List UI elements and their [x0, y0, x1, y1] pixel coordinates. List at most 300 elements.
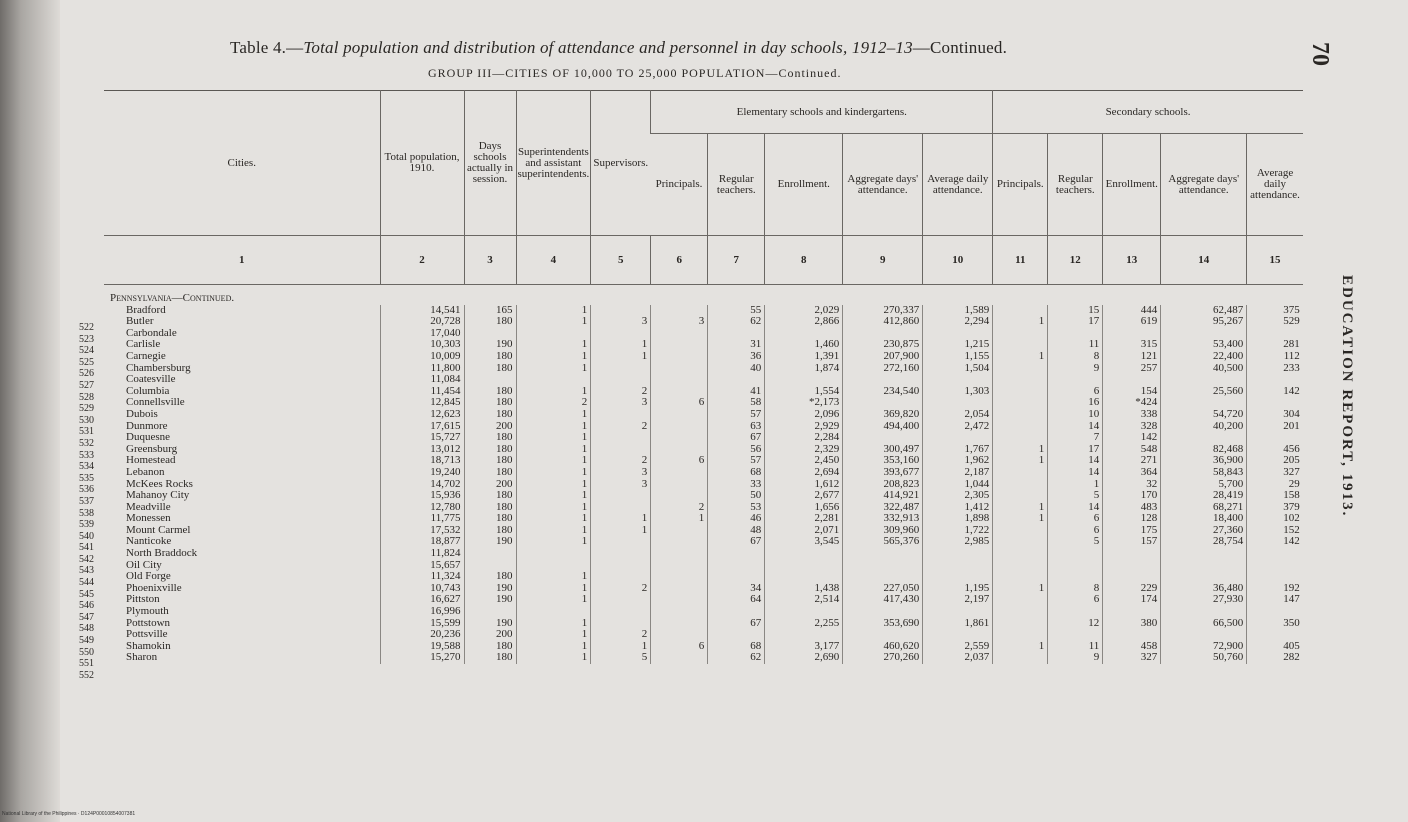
city-name: Pittston [126, 594, 160, 606]
table-row [104, 374, 1303, 386]
row-number: 528 [79, 391, 94, 403]
data-cell: 11,824 [380, 548, 464, 560]
section-heading: Pennsylvania—Continued. [110, 292, 235, 304]
data-cell: 1 [516, 618, 591, 630]
data-cell [1103, 571, 1161, 583]
data-cell [993, 339, 1048, 351]
table-row [104, 502, 1303, 514]
data-cell: 5 [1048, 536, 1103, 548]
data-cell [765, 571, 843, 583]
data-cell: 6 [651, 455, 708, 467]
data-cell: 50,760 [1161, 652, 1247, 664]
data-cell: 548 [1103, 444, 1161, 456]
column-number: 14 [1161, 236, 1247, 285]
data-cell [843, 548, 923, 560]
data-cell: 1 [591, 525, 651, 537]
data-cell: 2 [516, 397, 591, 409]
data-cell: 1 [516, 316, 591, 328]
city-name: Chambersburg [126, 362, 191, 374]
data-cell: 2,305 [923, 490, 993, 502]
city-name: Greensburg [126, 443, 178, 455]
data-cell: 205 [1247, 455, 1303, 467]
data-cell: 13,012 [380, 444, 464, 456]
data-cell: 1 [993, 455, 1048, 467]
data-cell [1247, 606, 1303, 618]
data-cell [591, 548, 651, 560]
data-cell: 229 [1103, 583, 1161, 595]
data-cell: 7 [1048, 432, 1103, 444]
data-cell [923, 606, 993, 618]
data-cell: 36 [708, 351, 765, 363]
data-cell: 227,050 [843, 583, 923, 595]
city-name: Carbondale [126, 327, 177, 339]
city-name: Shamokin [126, 640, 171, 652]
data-cell: 158 [1247, 490, 1303, 502]
data-cell: 62,487 [1161, 305, 1247, 317]
data-cell [1247, 548, 1303, 560]
data-cell: 1,460 [765, 339, 843, 351]
row-number: 527 [79, 379, 94, 391]
data-cell: 338 [1103, 409, 1161, 421]
data-cell: 1,874 [765, 363, 843, 375]
table-row [104, 386, 1303, 398]
data-cell [1161, 571, 1247, 583]
data-cell: 66,500 [1161, 618, 1247, 630]
data-cell: 58,843 [1161, 467, 1247, 479]
data-cell [651, 606, 708, 618]
data-cell [843, 374, 923, 386]
data-cell: 1 [516, 513, 591, 525]
header-supervisors: Supervisors. [591, 91, 651, 236]
data-cell [464, 328, 516, 340]
data-cell: 58 [708, 397, 765, 409]
data-cell: 190 [464, 618, 516, 630]
running-head: EDUCATION REPORT, 1913. [1339, 275, 1355, 518]
row-number: 535 [79, 472, 94, 484]
data-cell [1048, 328, 1103, 340]
data-cell [708, 374, 765, 386]
data-cell: 40,200 [1161, 421, 1247, 433]
table-row [104, 629, 1303, 641]
data-cell: 147 [1247, 594, 1303, 606]
data-cell [1103, 374, 1161, 386]
data-cell: 456 [1247, 444, 1303, 456]
data-cell: 2,281 [765, 513, 843, 525]
row-number: 533 [79, 449, 94, 461]
data-cell: 6 [1048, 513, 1103, 525]
data-cell: 14 [1048, 467, 1103, 479]
data-cell: 2,284 [765, 432, 843, 444]
data-cell: 16,627 [380, 594, 464, 606]
data-cell: 1 [516, 583, 591, 595]
city-name: Lebanon [126, 466, 165, 478]
data-cell [843, 560, 923, 572]
data-cell: 32 [1103, 479, 1161, 491]
data-cell: 6 [651, 641, 708, 653]
data-cell: 17,532 [380, 525, 464, 537]
data-cell: 1 [516, 641, 591, 653]
data-cell: 353,160 [843, 455, 923, 467]
column-number: 4 [516, 236, 591, 285]
data-cell: 1,155 [923, 351, 993, 363]
data-cell: 142 [1103, 432, 1161, 444]
row-number: 545 [79, 588, 94, 600]
data-cell [993, 548, 1048, 560]
data-cell: 27,930 [1161, 594, 1247, 606]
table-row [104, 363, 1303, 375]
data-cell: 3 [651, 316, 708, 328]
data-cell: 1 [516, 629, 591, 641]
data-cell: 1,722 [923, 525, 993, 537]
data-cell: 1 [591, 339, 651, 351]
data-cell: 1 [516, 305, 591, 317]
data-cell: 72,900 [1161, 641, 1247, 653]
data-cell: 190 [464, 583, 516, 595]
data-cell [923, 571, 993, 583]
table-row [104, 409, 1303, 421]
table-row [104, 432, 1303, 444]
data-cell: 14,702 [380, 479, 464, 491]
data-cell: 67 [708, 536, 765, 548]
data-cell [1103, 548, 1161, 560]
table-row [104, 652, 1303, 664]
city-name: Homestead [126, 455, 176, 467]
data-cell [1048, 374, 1103, 386]
row-number: 542 [79, 553, 94, 565]
data-cell: 1,612 [765, 479, 843, 491]
data-cell: 40,500 [1161, 363, 1247, 375]
city-name: Pottstown [126, 617, 171, 629]
city-name: Pottsville [126, 629, 168, 641]
data-cell: 180 [464, 386, 516, 398]
data-cell [651, 652, 708, 664]
data-cell: 2 [591, 386, 651, 398]
data-cell: 6 [1048, 525, 1103, 537]
data-cell: 8 [1048, 351, 1103, 363]
row-number: 550 [79, 646, 94, 658]
data-cell [651, 536, 708, 548]
data-cell [651, 490, 708, 502]
data-cell: 53 [708, 502, 765, 514]
data-cell: 1,589 [923, 305, 993, 317]
table-row [104, 397, 1303, 409]
data-cell [591, 374, 651, 386]
data-cell [651, 421, 708, 433]
data-cell: 1 [516, 444, 591, 456]
data-cell: 18,877 [380, 536, 464, 548]
data-cell: 12 [1048, 618, 1103, 630]
data-cell: 22,400 [1161, 351, 1247, 363]
data-cell: 19,240 [380, 467, 464, 479]
city-name: Dubois [126, 408, 158, 420]
data-cell: 207,900 [843, 351, 923, 363]
data-cell: 180 [464, 641, 516, 653]
data-cell: 31 [708, 339, 765, 351]
data-cell: 2,514 [765, 594, 843, 606]
data-cell: 27,360 [1161, 525, 1247, 537]
data-cell [923, 397, 993, 409]
data-cell: 1 [516, 594, 591, 606]
data-cell: 10,303 [380, 339, 464, 351]
data-cell: 1 [516, 386, 591, 398]
data-cell: 14 [1048, 455, 1103, 467]
data-cell [591, 560, 651, 572]
data-cell: 180 [464, 455, 516, 467]
data-cell: 619 [1103, 316, 1161, 328]
table-row [104, 594, 1303, 606]
data-cell: 315 [1103, 339, 1161, 351]
table-row [104, 583, 1303, 595]
data-cell: 1 [516, 467, 591, 479]
data-cell [993, 421, 1048, 433]
data-cell: 2,329 [765, 444, 843, 456]
data-cell: 1 [591, 351, 651, 363]
data-cell: 15,270 [380, 652, 464, 664]
data-cell: 1 [591, 513, 651, 525]
data-cell: 2 [591, 583, 651, 595]
data-cell: 369,820 [843, 409, 923, 421]
data-cell: 417,430 [843, 594, 923, 606]
data-cell [993, 409, 1048, 421]
data-cell: 393,677 [843, 467, 923, 479]
data-cell: 458 [1103, 641, 1161, 653]
table-row [104, 328, 1303, 340]
data-cell [1048, 629, 1103, 641]
data-cell [923, 374, 993, 386]
data-cell [993, 525, 1048, 537]
data-cell [923, 328, 993, 340]
data-cell: 1 [993, 444, 1048, 456]
data-cell: 200 [464, 479, 516, 491]
data-cell [993, 618, 1048, 630]
header-sec-teachers: Regular teachers. [1048, 134, 1103, 236]
data-cell [765, 560, 843, 572]
data-cell [1247, 374, 1303, 386]
data-cell: 112 [1247, 351, 1303, 363]
data-cell: 11,800 [380, 363, 464, 375]
data-cell: 190 [464, 594, 516, 606]
table-row [104, 548, 1303, 560]
data-cell: 309,960 [843, 525, 923, 537]
data-cell: 414,921 [843, 490, 923, 502]
data-cell: 15 [1048, 305, 1103, 317]
data-cell: 201 [1247, 421, 1303, 433]
data-cell [1247, 629, 1303, 641]
data-cell [651, 571, 708, 583]
data-cell [765, 629, 843, 641]
data-cell: 2,096 [765, 409, 843, 421]
data-cell [993, 652, 1048, 664]
data-cell: 57 [708, 455, 765, 467]
data-cell: 50 [708, 490, 765, 502]
data-cell [651, 386, 708, 398]
data-cell [765, 606, 843, 618]
data-cell: 14,541 [380, 305, 464, 317]
city-name: Sharon [126, 652, 158, 664]
data-cell [993, 479, 1048, 491]
data-cell [651, 560, 708, 572]
city-name: Carnegie [126, 350, 166, 362]
row-number: 549 [79, 635, 94, 647]
data-cell: 11 [1048, 339, 1103, 351]
data-cell: 1 [516, 571, 591, 583]
data-cell: 12,845 [380, 397, 464, 409]
column-number: 10 [923, 236, 993, 285]
data-cell: 14 [1048, 421, 1103, 433]
row-number: 547 [79, 611, 94, 623]
city-name: Columbia [126, 385, 170, 397]
data-cell: 190 [464, 536, 516, 548]
city-name: Mount Carmel [126, 524, 191, 536]
data-cell: 364 [1103, 467, 1161, 479]
header-sec-principals: Principals. [993, 134, 1048, 236]
data-cell [843, 432, 923, 444]
data-cell: 48 [708, 525, 765, 537]
column-number: 11 [993, 236, 1048, 285]
data-cell: 64 [708, 594, 765, 606]
data-cell: 3 [591, 397, 651, 409]
data-cell: 327 [1247, 467, 1303, 479]
data-cell [843, 606, 923, 618]
row-number: 526 [79, 368, 94, 380]
table-row [104, 351, 1303, 363]
data-cell: *2,173 [765, 397, 843, 409]
data-cell: 15,727 [380, 432, 464, 444]
header-elem-principals: Principals. [651, 134, 708, 236]
data-cell: 1 [516, 525, 591, 537]
table-row [104, 560, 1303, 572]
data-cell: 57 [708, 409, 765, 421]
table-row [104, 305, 1303, 317]
data-cell: 2,029 [765, 305, 843, 317]
data-cell: 11 [1048, 641, 1103, 653]
data-cell: 1 [1048, 479, 1103, 491]
city-name: Oil City [126, 559, 162, 571]
data-cell: *424 [1103, 397, 1161, 409]
data-cell: 180 [464, 652, 516, 664]
data-cell [651, 467, 708, 479]
table-row [104, 525, 1303, 537]
data-cell: 154 [1103, 386, 1161, 398]
data-cell: 33 [708, 479, 765, 491]
header-elementary-group: Elementary schools and kindergartens. [651, 91, 993, 134]
column-number: 6 [651, 236, 708, 285]
data-cell: 1,044 [923, 479, 993, 491]
table-row [104, 455, 1303, 467]
data-cell [993, 397, 1048, 409]
data-cell [1161, 432, 1247, 444]
data-cell: 1,391 [765, 351, 843, 363]
data-cell: 82,468 [1161, 444, 1247, 456]
data-cell: 332,913 [843, 513, 923, 525]
data-cell [651, 525, 708, 537]
data-cell [993, 363, 1048, 375]
data-cell: 1 [516, 339, 591, 351]
data-cell: 257 [1103, 363, 1161, 375]
data-cell: 1 [516, 479, 591, 491]
data-cell: 62 [708, 316, 765, 328]
data-cell [1048, 571, 1103, 583]
data-cell: 200 [464, 421, 516, 433]
data-cell: 2,450 [765, 455, 843, 467]
data-cell: 28,754 [1161, 536, 1247, 548]
data-cell [591, 536, 651, 548]
data-cell: 6 [1048, 594, 1103, 606]
data-cell: 15,657 [380, 560, 464, 572]
city-name: Bradford [126, 304, 166, 316]
header-days-in-session: Days schools actually in session. [464, 91, 516, 236]
data-cell: 1 [516, 536, 591, 548]
caption-title: Total population and distribution of attendance and personnel in day schools, 1912–13 [303, 38, 913, 57]
data-cell [993, 328, 1048, 340]
data-cell: 15,599 [380, 618, 464, 630]
column-number: 13 [1103, 236, 1161, 285]
data-cell: 300,497 [843, 444, 923, 456]
data-cell: 1 [516, 363, 591, 375]
data-cell: 1,656 [765, 502, 843, 514]
data-cell: 1 [993, 351, 1048, 363]
data-cell: 12,623 [380, 409, 464, 421]
row-number: 522 [79, 322, 94, 333]
data-cell [843, 328, 923, 340]
data-cell [1247, 571, 1303, 583]
data-cell [923, 432, 993, 444]
page-number: 70 [1307, 42, 1333, 66]
data-cell: 1,438 [765, 583, 843, 595]
data-cell: 9 [1048, 652, 1103, 664]
table-body [104, 285, 1303, 665]
data-cell: 11,324 [380, 571, 464, 583]
data-cell: 272,160 [843, 363, 923, 375]
data-cell: 20,728 [380, 316, 464, 328]
data-cell [1247, 397, 1303, 409]
header-total-population: Total population, 1910. [380, 91, 464, 236]
data-cell: 2,694 [765, 467, 843, 479]
data-cell [993, 432, 1048, 444]
data-cell: 190 [464, 339, 516, 351]
data-cell [993, 490, 1048, 502]
header-elem-average: Average daily attendance. [923, 134, 993, 236]
data-cell: 9 [1048, 363, 1103, 375]
data-cell: 5 [1048, 490, 1103, 502]
data-cell [651, 594, 708, 606]
data-cell [993, 467, 1048, 479]
data-cell [464, 560, 516, 572]
data-cell: 1,962 [923, 455, 993, 467]
data-cell [1161, 374, 1247, 386]
data-cell: 3 [591, 467, 651, 479]
column-number: 5 [591, 236, 651, 285]
data-cell: 14 [1048, 502, 1103, 514]
data-cell [651, 351, 708, 363]
data-cell: 17 [1048, 444, 1103, 456]
data-cell: 175 [1103, 525, 1161, 537]
data-cell: 11,084 [380, 374, 464, 386]
row-number: 541 [79, 542, 94, 554]
data-cell: 142 [1247, 536, 1303, 548]
data-cell [516, 374, 591, 386]
data-cell [591, 606, 651, 618]
data-cell: 17 [1048, 316, 1103, 328]
data-cell: 230,875 [843, 339, 923, 351]
data-cell: 234,540 [843, 386, 923, 398]
header-sec-enrollment: Enrollment. [1103, 134, 1161, 236]
data-cell: 327 [1103, 652, 1161, 664]
data-cell [843, 629, 923, 641]
data-cell: 29 [1247, 479, 1303, 491]
data-cell: 55 [708, 305, 765, 317]
data-cell: 15,936 [380, 490, 464, 502]
